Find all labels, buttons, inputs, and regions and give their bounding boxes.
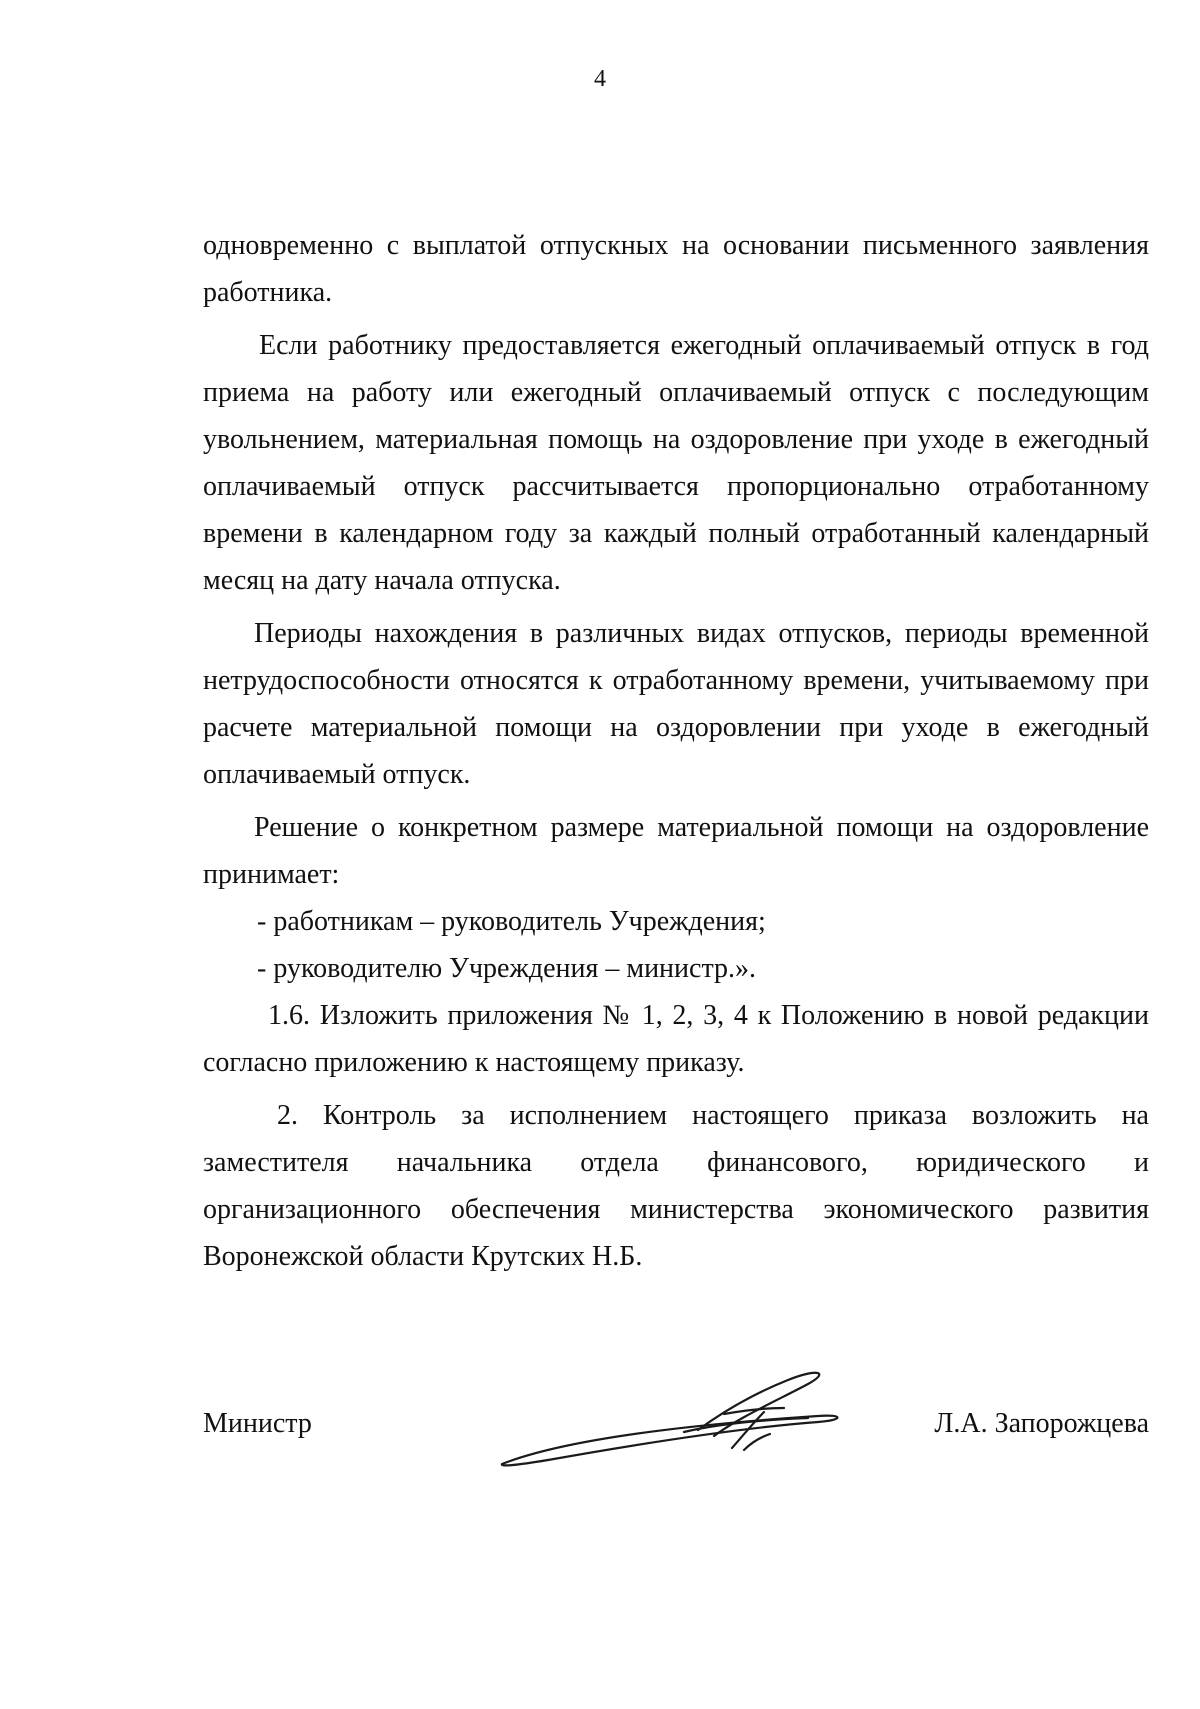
signature-block — [203, 1380, 1149, 1520]
paragraph-continuation: одновременно с выплатой отпускных на основании письменного заявления работника. — [203, 230, 1149, 308]
list-item-employees: - работникам – руководитель Учреждения; — [257, 906, 766, 937]
paragraph-item-1-6: 1.6. Изложить приложения № 1, 2, 3, 4 к Положению в новой редакции согласно приложению к настоящему приказу. — [203, 1000, 1149, 1078]
handwritten-signature — [488, 1352, 848, 1482]
paragraph-item-2: 2. Контроль за исполнением настоящего приказа возложить на заместителя начальника отдела финансового, юридического и организационного обеспечения министерства экономического развития Воронежской области Крутских Н.Б. — [203, 1100, 1149, 1272]
document-body — [203, 222, 1149, 1280]
paragraph-decision-maker: Решение о конкретном размере материальной помощи на оздоровление принимает: — [203, 812, 1149, 890]
signatory-title: Министр — [203, 1408, 312, 1439]
paragraph-worked-time-periods: Периоды нахождения в различных видах отпусков, периоды временной нетрудоспособности относятся к отработанному времени, учитываемому при расчете материальной помощи на оздоровлении при уходе в ежегодный оплачиваемый отпуск. — [203, 618, 1149, 790]
list-item-head: - руководителю Учреждения – министр.». — [257, 953, 757, 984]
signatory-name: Л.А. Запорожцева — [934, 1408, 1149, 1439]
paragraph-vacation-proportional: Если работнику предоставляется ежегодный оплачиваемый отпуск в год приема на работу или ежегодный оплачиваемый отпуск с последующим увольнением, материальная помощь на оздоровление при уходе в ежегодный оплачиваемый отпуск рассчитывается пропорционально отработанному времени в календарном году за каждый полный отработанный календарный месяц на дату начала отпуска. — [203, 330, 1149, 596]
page-number: 4 — [594, 66, 606, 92]
